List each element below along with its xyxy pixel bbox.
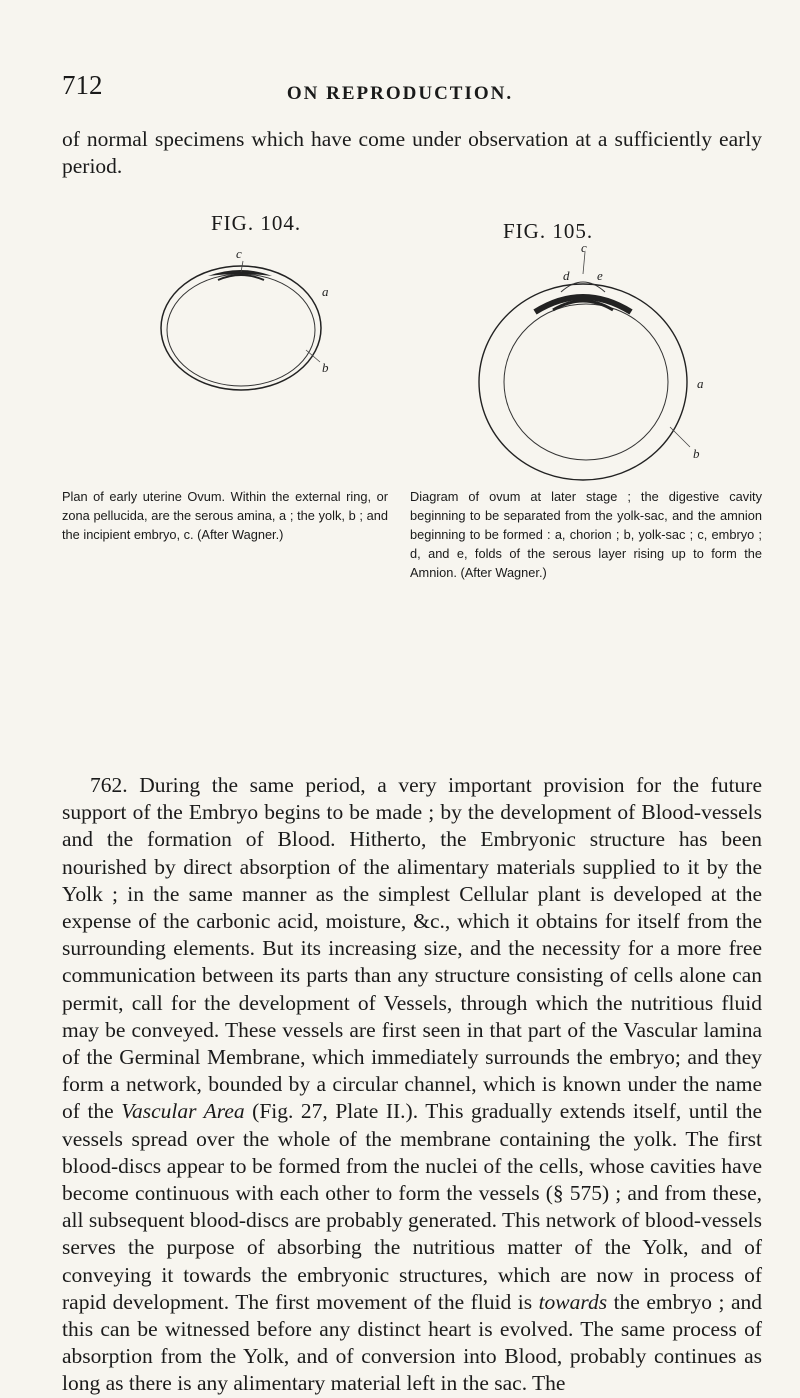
running-head: ON REPRODUCTION. [286, 83, 514, 104]
serous-lamina [167, 274, 315, 386]
label-a: a [697, 376, 704, 391]
intro-paragraph: of normal specimens which have come under observation at a sufficiently early period. [62, 127, 762, 179]
yolk-sac [504, 304, 668, 460]
label-a: a [322, 284, 329, 299]
section-number: 762. [90, 773, 128, 797]
towards-emphasis: towards [538, 1289, 608, 1314]
para-text-3: the embryo ; and this can be witnessed before any distinct heart is evolved. The same process of absorption from the Yolk, and of conversion into Blood, probably continues as long as there is any alimentary material left in the sac. The [62, 1289, 763, 1396]
vascular-area-term: Vascular Area [121, 1099, 245, 1124]
page-number: 712 [62, 70, 103, 100]
label-b: b [322, 360, 329, 375]
fig-104-label: FIG. 104. [211, 211, 302, 235]
chorion-ring [479, 284, 687, 480]
fig-104-diagram [148, 246, 358, 398]
pointer-b [306, 350, 320, 362]
para-text-1: During the same period, a very important provision for the future support of the Embryo begins to be made ; by the development of Blood-vessels and the formation of Blood. Hitherto, the Embryonic structure has been nourished by direct absorption of the alimentary materials supplied to it by the Yolk ; in the same manner as the simplest Cellular plant is developed at the expense of the carbonic acid, moisture, &c., which it obtains for itself from the surrounding elements. But its increasing size, and the necessity for a more free communication between its parts than any structure consisting of cells alone can permit, call for the development of Vessels, through which the nutritious fluid may be conveyed. These vessels are first seen in that part of the Vascular lamina of the Germinal Membrane, which immediately surrounds the embryo; and they form a network, bounded by a circular channel, which is known under the name of the [62, 773, 763, 1124]
zona-pellucida-ring [161, 266, 321, 390]
label-d: d [563, 268, 570, 283]
label-e: e [597, 268, 603, 283]
para-text-2: (Fig. 27, Plate II.). This gradually extends itself, until the vessels spread over the whole of the membrane containing the yolk. The first blood-discs appear to be formed from the nuclei of the cells, whose cavities have become continuous with each other to form the vessels (§ 575) ; and from these, all subsequent blood-discs are probably generated. This network of blood-vessels serves the purpose of absorbing the nutritious matter of the Yolk, and of conveying it towards the embryonic structures, which are now in process of rapid development. The first movement of the fluid is [62, 1099, 763, 1314]
fig-104-caption: Plan of early uterine Ovum. Within the external ring, or zona pellucida, are the serous amina, a ; the yolk, b ; and the incipient embryo, c. (After Wagner.) [62, 489, 388, 542]
embryo-fold [218, 275, 264, 280]
label-b: b [693, 446, 700, 461]
fig-105-caption: Diagram of ovum at later stage ; the digestive cavity beginning to be separated from the yolk-sac, and the amnion beginning to be formed : a, chorion ; b, yolk-sac ; c, embryo ; d, and e, folds of the serous layer rising up to form the Amnion. (After Wagner.) [410, 489, 762, 580]
pointer-b [670, 427, 690, 447]
label-c: c [581, 240, 587, 255]
fig-105-label: FIG. 105. [503, 219, 594, 243]
fig-105-diagram [465, 240, 715, 482]
section-762 [62, 772, 762, 1398]
pointer-c [583, 252, 585, 274]
label-c: c [236, 246, 242, 261]
